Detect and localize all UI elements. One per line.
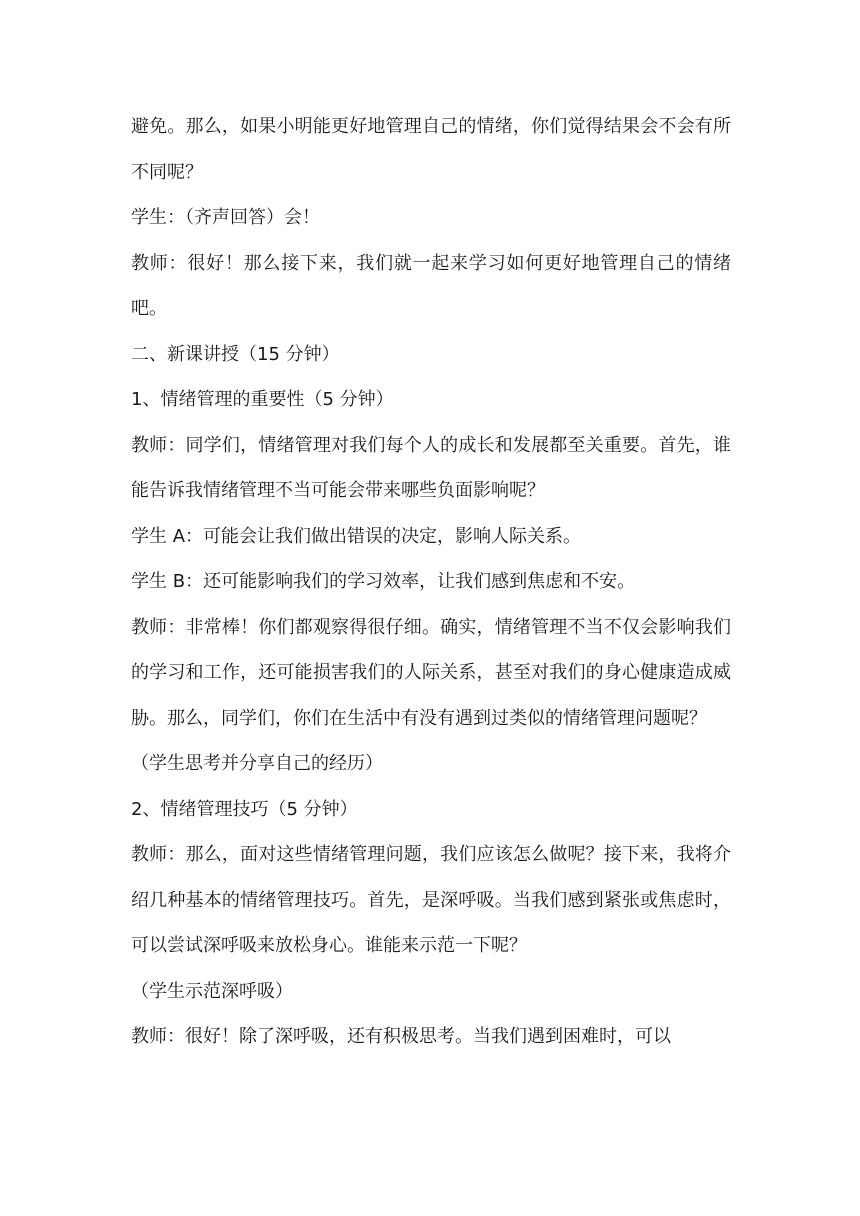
paragraph-9: 教师：那么，面对这些情绪管理问题，我们应该怎么做呢？接下来，我将介绍几种基本的情绪管理技巧。首先，是深呼吸。当我们感到紧张或焦虑时，可以尝试深呼吸来放松身心。谁能来示范一下呢？ — [131, 844, 731, 956]
paragraph-2: 学生：（齐声回答）会！ — [131, 207, 320, 228]
paragraph-5: 学生 A：可能会让我们做出错误的决定，影响人际关系。 — [131, 525, 582, 547]
paragraph-10: （学生示范深呼吸） — [131, 980, 293, 1002]
document-body — [131, 104, 731, 1060]
paragraph-6: 学生 B：还可能影响我们的学习效率，让我们感到焦虑和不安。 — [131, 571, 636, 592]
section-heading: 二、新课讲授（15 分钟） — [131, 343, 340, 365]
subsection-heading-2: 2、情绪管理技巧（5 分钟） — [131, 798, 358, 820]
subsection-heading-1: 1、情绪管理的重要性（5 分钟） — [131, 389, 394, 410]
paragraph-4: 教师：同学们，情绪管理对我们每个人的成长和发展都至关重要。首先，谁能告诉我情绪管理不当可能会带来哪些负面影响呢？ — [131, 434, 731, 501]
paragraph-7: 教师：非常棒！你们都观察得很仔细。确实，情绪管理不当不仅会影响我们的学习和工作，还可能损害我们的人际关系，甚至对我们的身心健康造成威胁。那么，同学们，你们在生活中有没有遇到过类似的情绪管理问题呢？ — [131, 616, 731, 729]
paragraph-11: 教师：很好！除了深呼吸，还有积极思考。当我们遇到困难时，可以 — [131, 1026, 671, 1047]
paragraph-8: （学生思考并分享自己的经历） — [131, 753, 383, 774]
paragraph-1: 避免。那么，如果小明能更好地管理自己的情绪，你们觉得结果会不会有所不同呢？ — [131, 116, 731, 183]
paragraph-3: 教师：很好！那么接下来，我们就一起来学习如何更好地管理自己的情绪吧。 — [131, 252, 731, 319]
